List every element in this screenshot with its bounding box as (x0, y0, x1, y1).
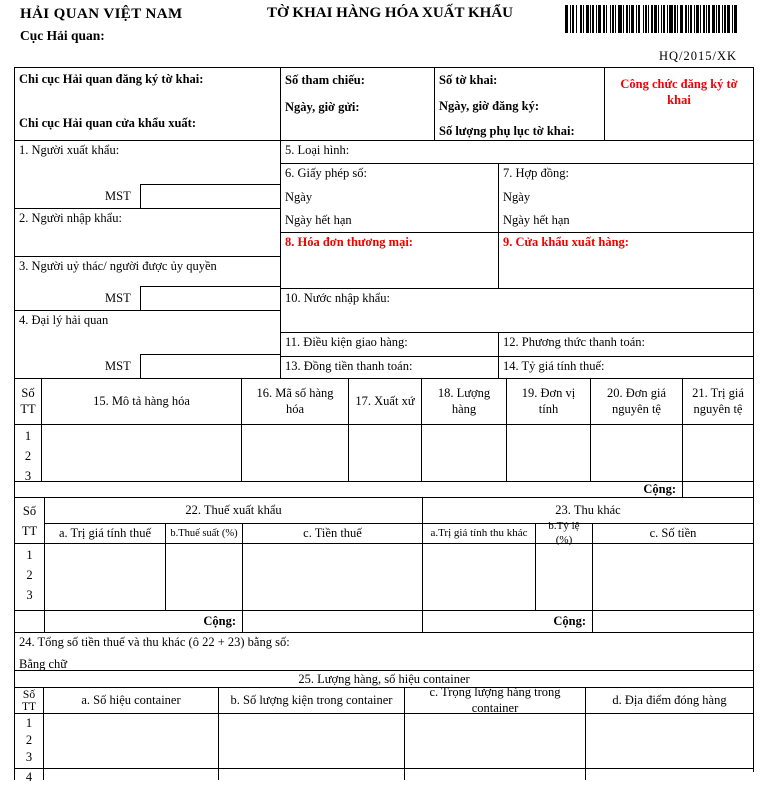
container-cell-dia-diem-2[interactable] (585, 768, 753, 780)
so-to-khai-label: Số tờ khai: (439, 73, 498, 87)
goods-col-17-label: 17. Xuất xứ (355, 393, 415, 408)
container-cell-so-hieu[interactable] (43, 713, 218, 768)
container-stt-line2: TT (21, 700, 37, 713)
container-col-b-label: b. Số lượng kiện trong container (230, 692, 393, 707)
container-header-so-hieu (43, 687, 218, 713)
goods-cell-tri-gia[interactable] (682, 424, 753, 481)
tax-sub-22b-label: b.Thuế suất (%) (170, 527, 238, 539)
mst-input-4[interactable] (140, 354, 280, 378)
tax-total-23-label-cell (422, 610, 592, 632)
goods-col-19-label: 19. Đơn vị tính (521, 385, 576, 416)
goods-cell-don-vi-tinh[interactable] (506, 424, 590, 481)
box-cong-chuc (604, 67, 753, 140)
box-24-label: 24. Tổng số tiền thuế và thu khác (ô 22 + 23) bằng số: (19, 635, 290, 649)
form-grid (14, 67, 754, 784)
barcode-icon (565, 5, 737, 33)
goods-col-18-label: 18. Lượng hàng (437, 385, 491, 416)
box-2-label: 2. Người nhập khẩu: (19, 211, 122, 225)
container-cell-trong-luong-2[interactable] (404, 768, 585, 780)
box-7-ngay-het-han: Ngày hết hạn (503, 213, 570, 228)
box-24-tong-so-tien (14, 632, 753, 670)
goods-header-xuat-xu (348, 378, 421, 424)
tax-sub-23b-label: b.Tỷ lệ (%) (548, 519, 580, 546)
box-7-hop-dong (498, 163, 753, 232)
so-luong-phu-luc-label: Số lượng phụ lục tờ khai: (439, 124, 575, 139)
goods-total-label-cell (14, 481, 682, 497)
container-header-stt (14, 687, 43, 713)
container-cell-dia-diem[interactable] (585, 713, 753, 768)
tax-total-23-value-cell[interactable] (592, 610, 753, 632)
tax-cell-22b[interactable] (165, 543, 242, 610)
form-code: HQ/2015/XK (658, 49, 737, 63)
box-5-label: 5. Loại hình: (285, 143, 350, 157)
container-body-stt (14, 713, 43, 768)
tax-sub-23c (592, 523, 753, 543)
tax-sub-22b (165, 523, 242, 543)
box-10-label: 10. Nước nhập khẩu: (285, 291, 391, 305)
container-cell-trong-luong[interactable] (404, 713, 585, 768)
container-col-d-label: d. Địa điểm đóng hàng (612, 692, 727, 707)
tax-row-1: 1 (26, 548, 33, 562)
chi-cuc-dang-ky-label: Chi cục Hải quan đăng ký tờ khai: (19, 72, 204, 86)
box-9-label: 9. Cửa khẩu xuất hàng: (503, 235, 629, 249)
form-title: TỜ KHAI HÀNG HÓA XUẤT KHẨU (267, 5, 513, 21)
box-3-label: 3. Người uỷ thác/ người được ủy quyền (19, 259, 217, 273)
tax-sub-22a-label: a. Trị giá tính thuế (58, 525, 152, 540)
box-6-ngay-het-han: Ngày hết hạn (285, 213, 352, 228)
tax-sub-23a-label: a.Trị giá tính thu khác (430, 526, 528, 539)
box-14-label: 14. Tỷ giá tính thuế: (503, 359, 605, 373)
container-row-2: 2 (25, 733, 33, 747)
tax-sub-22c-label: c. Tiền thuế (303, 525, 362, 540)
container-cell-so-luong-kien-2[interactable] (218, 768, 404, 780)
tax-total-22-value-cell[interactable] (242, 610, 422, 632)
tax-header-stt (14, 497, 44, 543)
box-chi-cuc (14, 67, 280, 140)
goods-total-label: Cộng: (643, 482, 676, 496)
tax-stt-line1: Số (22, 503, 37, 518)
goods-cell-xuat-xu[interactable] (348, 424, 421, 481)
goods-col-21-label: 21. Trị giá nguyên tệ (692, 385, 744, 416)
tax-row-3: 3 (26, 588, 33, 602)
container-header-trong-luong (404, 684, 585, 715)
box-9-cua-khau (498, 232, 753, 288)
container-col-c-label: c. Trọng lượng hàng trong container (429, 684, 561, 715)
tax-cell-23c[interactable] (592, 543, 753, 610)
goods-header-luong-hang (421, 378, 506, 424)
tax-cell-22c[interactable] (242, 543, 422, 610)
box-4-label: 4. Đại lý hải quan (19, 313, 109, 327)
tax-sub-22c (242, 523, 422, 543)
box-so-tham-chieu (280, 67, 434, 140)
container-body-stt-2 (14, 768, 43, 784)
box-6-giay-phep (280, 163, 498, 232)
goods-col-16-label: 16. Mã số hàng hóa (256, 385, 334, 416)
box-7-title: 7. Hợp đồng: (503, 166, 569, 180)
tax-sub-22a (44, 523, 165, 543)
goods-row-2: 2 (24, 449, 32, 463)
goods-cell-mo-ta[interactable] (41, 424, 241, 481)
box-14-ty-gia (498, 356, 753, 378)
box-11-label: 11. Điều kiện giao hàng: (285, 335, 408, 349)
container-row-3: 3 (25, 750, 33, 764)
tax-total-23-label: Cộng: (553, 614, 586, 628)
box-6-ngay: Ngày (285, 189, 313, 204)
box-2-nguoi-nhap-khau (14, 208, 280, 256)
goods-header-ma-so (241, 378, 348, 424)
tax-total-22-label-cell (44, 610, 242, 632)
mst-label-3: MST (105, 291, 131, 305)
tax-sub-23a (422, 523, 535, 543)
tax-group-22-label: 22. Thuế xuất khẩu (185, 502, 282, 517)
tax-total-stt-cell (14, 610, 44, 632)
container-stt-line1: Số (22, 688, 36, 701)
tax-cell-22a[interactable] (44, 543, 165, 610)
box-11-dieu-kien (280, 332, 498, 356)
ngay-gio-gui-label: Ngày, giờ gửi: (285, 99, 360, 114)
tax-cell-23b[interactable] (535, 543, 592, 610)
goods-col-20-label: 20. Đơn giá nguyên tệ (606, 385, 667, 416)
goods-row-1: 1 (24, 429, 32, 443)
container-cell-so-hieu-2[interactable] (43, 768, 218, 780)
goods-cell-ma-so[interactable] (241, 424, 348, 481)
tax-body-stt (14, 543, 44, 610)
box-10-nuoc-nhap-khau (280, 288, 753, 332)
box-5-loai-hinh (280, 140, 753, 163)
customs-department-label: Cục Hải quan: (20, 28, 105, 43)
goods-stt-line1: Số (21, 385, 35, 400)
goods-header-stt (14, 378, 41, 424)
bang-chu-label: Bằng chữ (19, 656, 68, 671)
box-13-dong-tien (280, 356, 498, 378)
tax-header-22 (44, 497, 422, 523)
box-8-hoa-don (280, 232, 498, 288)
mst-label-4: MST (105, 359, 131, 373)
container-row-4: 4 (25, 770, 33, 784)
box-25-title-cell (14, 670, 753, 687)
tax-sub-23c-label: c. Số tiền (649, 525, 697, 540)
goods-header-tri-gia (682, 378, 753, 424)
container-header-dia-diem (585, 687, 753, 713)
box-12-phuong-thuc (498, 332, 753, 356)
chi-cuc-cua-khau-label: Chi cục Hải quan cửa khẩu xuất: (19, 115, 196, 130)
mst-input-1[interactable] (140, 184, 280, 208)
goods-header-don-vi-tinh (506, 378, 590, 424)
tax-group-23-label: 23. Thu khác (555, 502, 621, 517)
goods-header-mo-ta (41, 378, 241, 424)
goods-stt-line2: TT (20, 401, 36, 416)
tax-cell-23a[interactable] (422, 543, 535, 610)
mst-label-1: MST (105, 189, 131, 203)
box-so-to-khai (434, 67, 604, 140)
goods-cell-don-gia[interactable] (590, 424, 682, 481)
cong-chuc-label: Công chức đăng ký tờ khai (620, 77, 738, 107)
container-row-1: 1 (25, 716, 33, 730)
container-cell-so-luong-kien[interactable] (218, 713, 404, 768)
tax-sub-23b (535, 519, 592, 546)
container-header-so-luong-kien (218, 687, 404, 713)
container-col-a-label: a. Số hiệu container (81, 692, 181, 707)
goods-row-3: 3 (24, 469, 32, 483)
goods-cell-luong-hang[interactable] (421, 424, 506, 481)
goods-header-don-gia (590, 378, 682, 424)
goods-body-stt (14, 424, 41, 481)
tax-stt-line2: TT (21, 523, 38, 538)
box-12-label: 12. Phương thức thanh toán: (503, 335, 646, 349)
box-6-title: 6. Giấy phép số: (285, 166, 367, 180)
so-tham-chieu-label: Số tham chiếu: (285, 73, 365, 87)
ngay-gio-dang-ky-label: Ngày, giờ đăng ký: (439, 98, 539, 113)
mst-input-3[interactable] (140, 286, 280, 310)
goods-total-value-cell[interactable] (682, 481, 753, 497)
goods-col-15-label: 15. Mô tả hàng hóa (93, 393, 190, 408)
box-1-label: 1. Người xuất khẩu: (19, 143, 120, 157)
tax-row-2: 2 (26, 568, 33, 582)
box-13-label: 13. Đồng tiền thanh toán: (285, 359, 413, 373)
tax-total-22-label: Cộng: (203, 614, 236, 628)
box-8-label: 8. Hóa đơn thương mại: (285, 235, 413, 249)
box-25-title: 25. Lượng hàng, số hiệu container (298, 672, 470, 686)
agency-name: HẢI QUAN VIỆT NAM (20, 6, 183, 22)
box-7-ngay: Ngày (503, 189, 531, 204)
